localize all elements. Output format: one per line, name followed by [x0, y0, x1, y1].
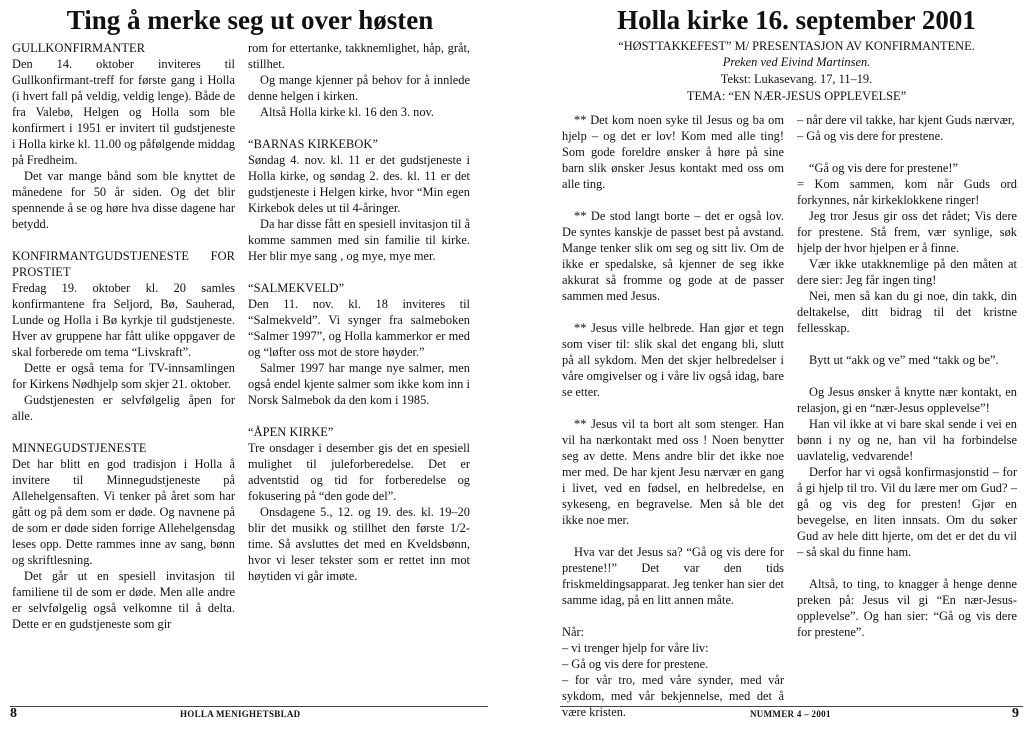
paragraph-gap — [12, 232, 235, 248]
paragraph: Når: — [562, 625, 585, 639]
paragraph: Den 14. oktober inviteres til Gullkonfirmant-treff for første gang i Holla (i hvert fall på veldig, veldig lenge). Både de fra Valebø, Helgen og Holla som ble konfirmert i 1951 er invitert til gudstjeneste i Holla kirke kl. 11.00 og påfølgende middag på Fredheim. — [12, 57, 235, 167]
left-page-title: Ting å merke seg ut over høsten — [66, 5, 434, 35]
paragraph: Han vil ikke at vi bare skal sende i vei en bønn i ny og ne, han vil ha forbindelse uavlatelig, vedvarende! — [797, 417, 1017, 463]
paragraph: Dette er også tema for TV-innsamlingen for Kirkens Nødhjelp som skjer 21. oktober. — [12, 361, 235, 391]
left-column-1 — [12, 40, 235, 632]
paragraph-gap — [562, 304, 784, 320]
paragraph: Den 11. nov. kl. 18 inviteres til “Salmekveld”. Vi synger fra salmeboken “Salmer 1997”, og Holla kammerkor er med og “løfter oss mot de store høyder.” — [248, 297, 470, 359]
paragraph: Tre onsdager i desember gis det en spesiell mulighet til juleforberedelse. Det er adventstid og tid for forberedelse og fokusering på “den gode del”. — [248, 441, 470, 503]
paragraph: Salmer 1997 har mange nye salmer, men også endel kjente salmer som ikke kom inn i Norsk Salmebok da den kom i 1985. — [248, 361, 470, 407]
paragraph-gap — [797, 560, 1017, 576]
left-page — [0, 0, 500, 735]
paragraph: Jeg tror Jesus gir oss det rådet; Vis dere for prestene. Stå frem, vær synlige, søk hjelp der hvor hjelpen er å finne. — [797, 209, 1017, 255]
paragraph-gap — [562, 192, 784, 208]
right-subtitle-1: “HØSTTAKKEFEST” M/ PRESENTASJON AV KONFIRMANTENE. — [618, 39, 975, 53]
paragraph-gap — [248, 120, 470, 136]
section-heading: GULLKONFIRMANTER — [12, 41, 146, 55]
right-page-number: 9 — [1012, 706, 1019, 721]
right-footer-label: NUMMER 4 – 2001 — [750, 709, 831, 719]
paragraph: Det har blitt en god tradisjon i Holla å invitere til Minnegudstjeneste på Allehelgensaften. Vi tenker på året som har gått og på dem som er døde. Og navnene på de som er døde siden forrige Allehelgensdag leses opp. Dette rammes inne av sang, bønn og skriftlesning. — [12, 457, 235, 567]
left-column-2 — [248, 40, 470, 584]
section-heading: MINNEGUDSTJENESTE — [12, 441, 147, 455]
paragraph: Altså Holla kirke kl. 16 den 3. nov. — [260, 105, 435, 119]
paragraph: “Gå og vis dere for prestene!” — [809, 161, 958, 175]
section-heading: “BARNAS KIRKEBOK” — [248, 137, 379, 151]
left-footer-label: HOLLA MENIGHETSBLAD — [180, 709, 301, 719]
paragraph: Altså, to ting, to knagger å henge denne preken på: Jesus vil gi “En nær-Jesus-opplevelse”. Og han sier: “Gå og vis dere for prestene”. — [797, 577, 1017, 639]
left-footer-rule — [10, 706, 488, 707]
paragraph-gap — [797, 368, 1017, 384]
paragraph: Derfor har vi også konfirmasjonstid – for å gi hjelp til tro. Vil du lære mer om Gud? – gå og vis deg for presten! Gjør en bevegelse, en liten innsats. Om du søker Gud av hele ditt hjerte, om det er det du vil – så skal du finne ham. — [797, 465, 1017, 559]
section-heading: “SALMEKVELD” — [248, 281, 345, 295]
section-heading: KONFIRMANTGUDSTJENESTE FOR PROSTIET — [12, 249, 235, 279]
right-column-2 — [797, 112, 1017, 640]
paragraph: ** De stod langt borte – det er også lov. De syntes kanskje de passet best på avstand. Mange tenker slik om seg og sitt liv. Om de ikke er spedalske, så kjenner de seg ikke akkurat så fromme og gode at de passer sammen med Jesus. — [562, 209, 784, 303]
paragraph: – når dere vil takke, har kjent Guds nærvær, — [797, 113, 1015, 127]
paragraph: – Gå og vis dere for prestene. — [562, 657, 709, 671]
paragraph: Det var mange bånd som ble knyttet de månedene for 50 år siden. Og det blir spennende å se og høre hva disse dagene har betydd. — [12, 169, 235, 231]
paragraph: – vi trenger hjelp for våre liv: — [562, 641, 709, 655]
right-column-1 — [562, 112, 784, 720]
paragraph: Onsdagene 5., 12. og 19. des. kl. 19–20 blir det musikk og stillhet den første 1/2-time. Så avsluttes det med en Kveldsbønn, hvor vi leser tekster som er rettet inn mot høytiden vi går imøte. — [248, 505, 470, 583]
paragraph: Og mange kjenner på behov for å innlede denne helgen i kirken. — [248, 73, 470, 103]
paragraph-gap — [562, 400, 784, 416]
right-subtitle-2: Preken ved Eivind Martinsen. — [722, 55, 871, 69]
paragraph: – Gå og vis dere for prestene. — [797, 129, 944, 143]
right-subtitle-4: TEMA: “EN NÆR-JESUS OPPLEVELSE” — [686, 89, 907, 103]
paragraph-gap — [562, 528, 784, 544]
paragraph: Og Jesus ønsker å knytte nær kontakt, en relasjon, gi en “nær-Jesus opplevelse”! — [797, 385, 1017, 415]
paragraph: ** Det kom noen syke til Jesus og ba om hjelp – og det er lov! Kom med alle ting! Som gode foreldre ønsker å høre på sine barn slik ønsker Jesus kontakt med oss om alle ting. — [562, 113, 784, 191]
right-subtitle-3: Tekst: Lukasevang. 17, 11–19. — [720, 72, 873, 86]
paragraph: Det går ut en spesiell invitasjon til familiene til de som er døde. Men alle andre er selvfølgelig også velkomne til å delta. Dette er en gudstjeneste som gir — [12, 569, 235, 631]
paragraph-gap — [797, 144, 1017, 160]
paragraph: Gudstjenesten er selvfølgelig åpen for alle. — [12, 393, 235, 423]
paragraph-gap — [562, 608, 784, 624]
paragraph: Da har disse fått en spesiell invitasjon til å komme sammen med sin familie til kirke. Her blir mye sang , og mye, mye mer. — [248, 217, 470, 263]
paragraph: – for vår tro, med våre synder, med vår sykdom, med vår bekjennelse, med det å være kristen. — [562, 673, 784, 719]
paragraph: ** Jesus ville helbrede. Han gjør et tegn som viser til: slik skal det engang bli, slutt på all sykdom. Men det skjer helbredelser i våre omgivelser og i våre liv også idag, bare se etter. — [562, 321, 784, 399]
paragraph: Hva var det Jesus sa? “Gå og vis dere for prestene!!” Det var den tids friskmeldingsapparat. Jeg tenker han sier det samme idag, på en litt annen måte. — [562, 545, 784, 607]
paragraph: Fredag 19. oktober kl. 20 samles konfirmantene fra Seljord, Bø, Sauherad, Lunde og Holla i Bø kyrkje til gudstjeneste. Hver av gruppene har fått ulike oppgaver de skal forberede om tema “Livskraft”. — [12, 281, 235, 359]
left-page-number: 8 — [10, 706, 17, 721]
paragraph: rom for ettertanke, takknemlighet, håp, gråt, stillhet. — [248, 41, 470, 71]
paragraph: ** Jesus vil ta bort alt som stenger. Han vil ha nærkontakt med oss ! Noen benytter seg av dette. Mens andre blir det ikke noe mer med. De har kjent Jesu nærvær en gang i livet, ved en fødsel, en helbredelse, en sykeseng, en begravelse. Men så ble det ikke noe mer. — [562, 417, 784, 527]
paragraph-gap — [248, 408, 470, 424]
paragraph: = Kom sammen, kom når Guds ord forkynnes, når kirkeklokkene ringer! — [797, 177, 1017, 207]
right-footer-rule — [560, 706, 1023, 707]
paragraph: Nei, men så kan du gi noe, din takk, din deltakelse, ditt bidrag til det kristne fellesskap. — [797, 289, 1017, 335]
right-page — [560, 0, 1033, 735]
section-heading: “ÅPEN KIRKE” — [248, 425, 334, 439]
paragraph-gap — [248, 264, 470, 280]
right-page-title: Holla kirke 16. september 2001 — [617, 5, 976, 35]
paragraph-gap — [797, 336, 1017, 352]
paragraph: Søndag 4. nov. kl. 11 er det gudstjeneste i Holla kirke, og søndag 2. des. kl. 11 er det gudstjeneste i Helgen kirke, hvor “Min egen Kirkebok deles ut til 4-åringer. — [248, 153, 470, 215]
paragraph: Bytt ut “akk og ve” med “takk og be”. — [809, 353, 999, 367]
paragraph: Vær ikke utakknemlige på den måten at dere sier: Jeg får ingen ting! — [797, 257, 1017, 287]
paragraph-gap — [12, 424, 235, 440]
